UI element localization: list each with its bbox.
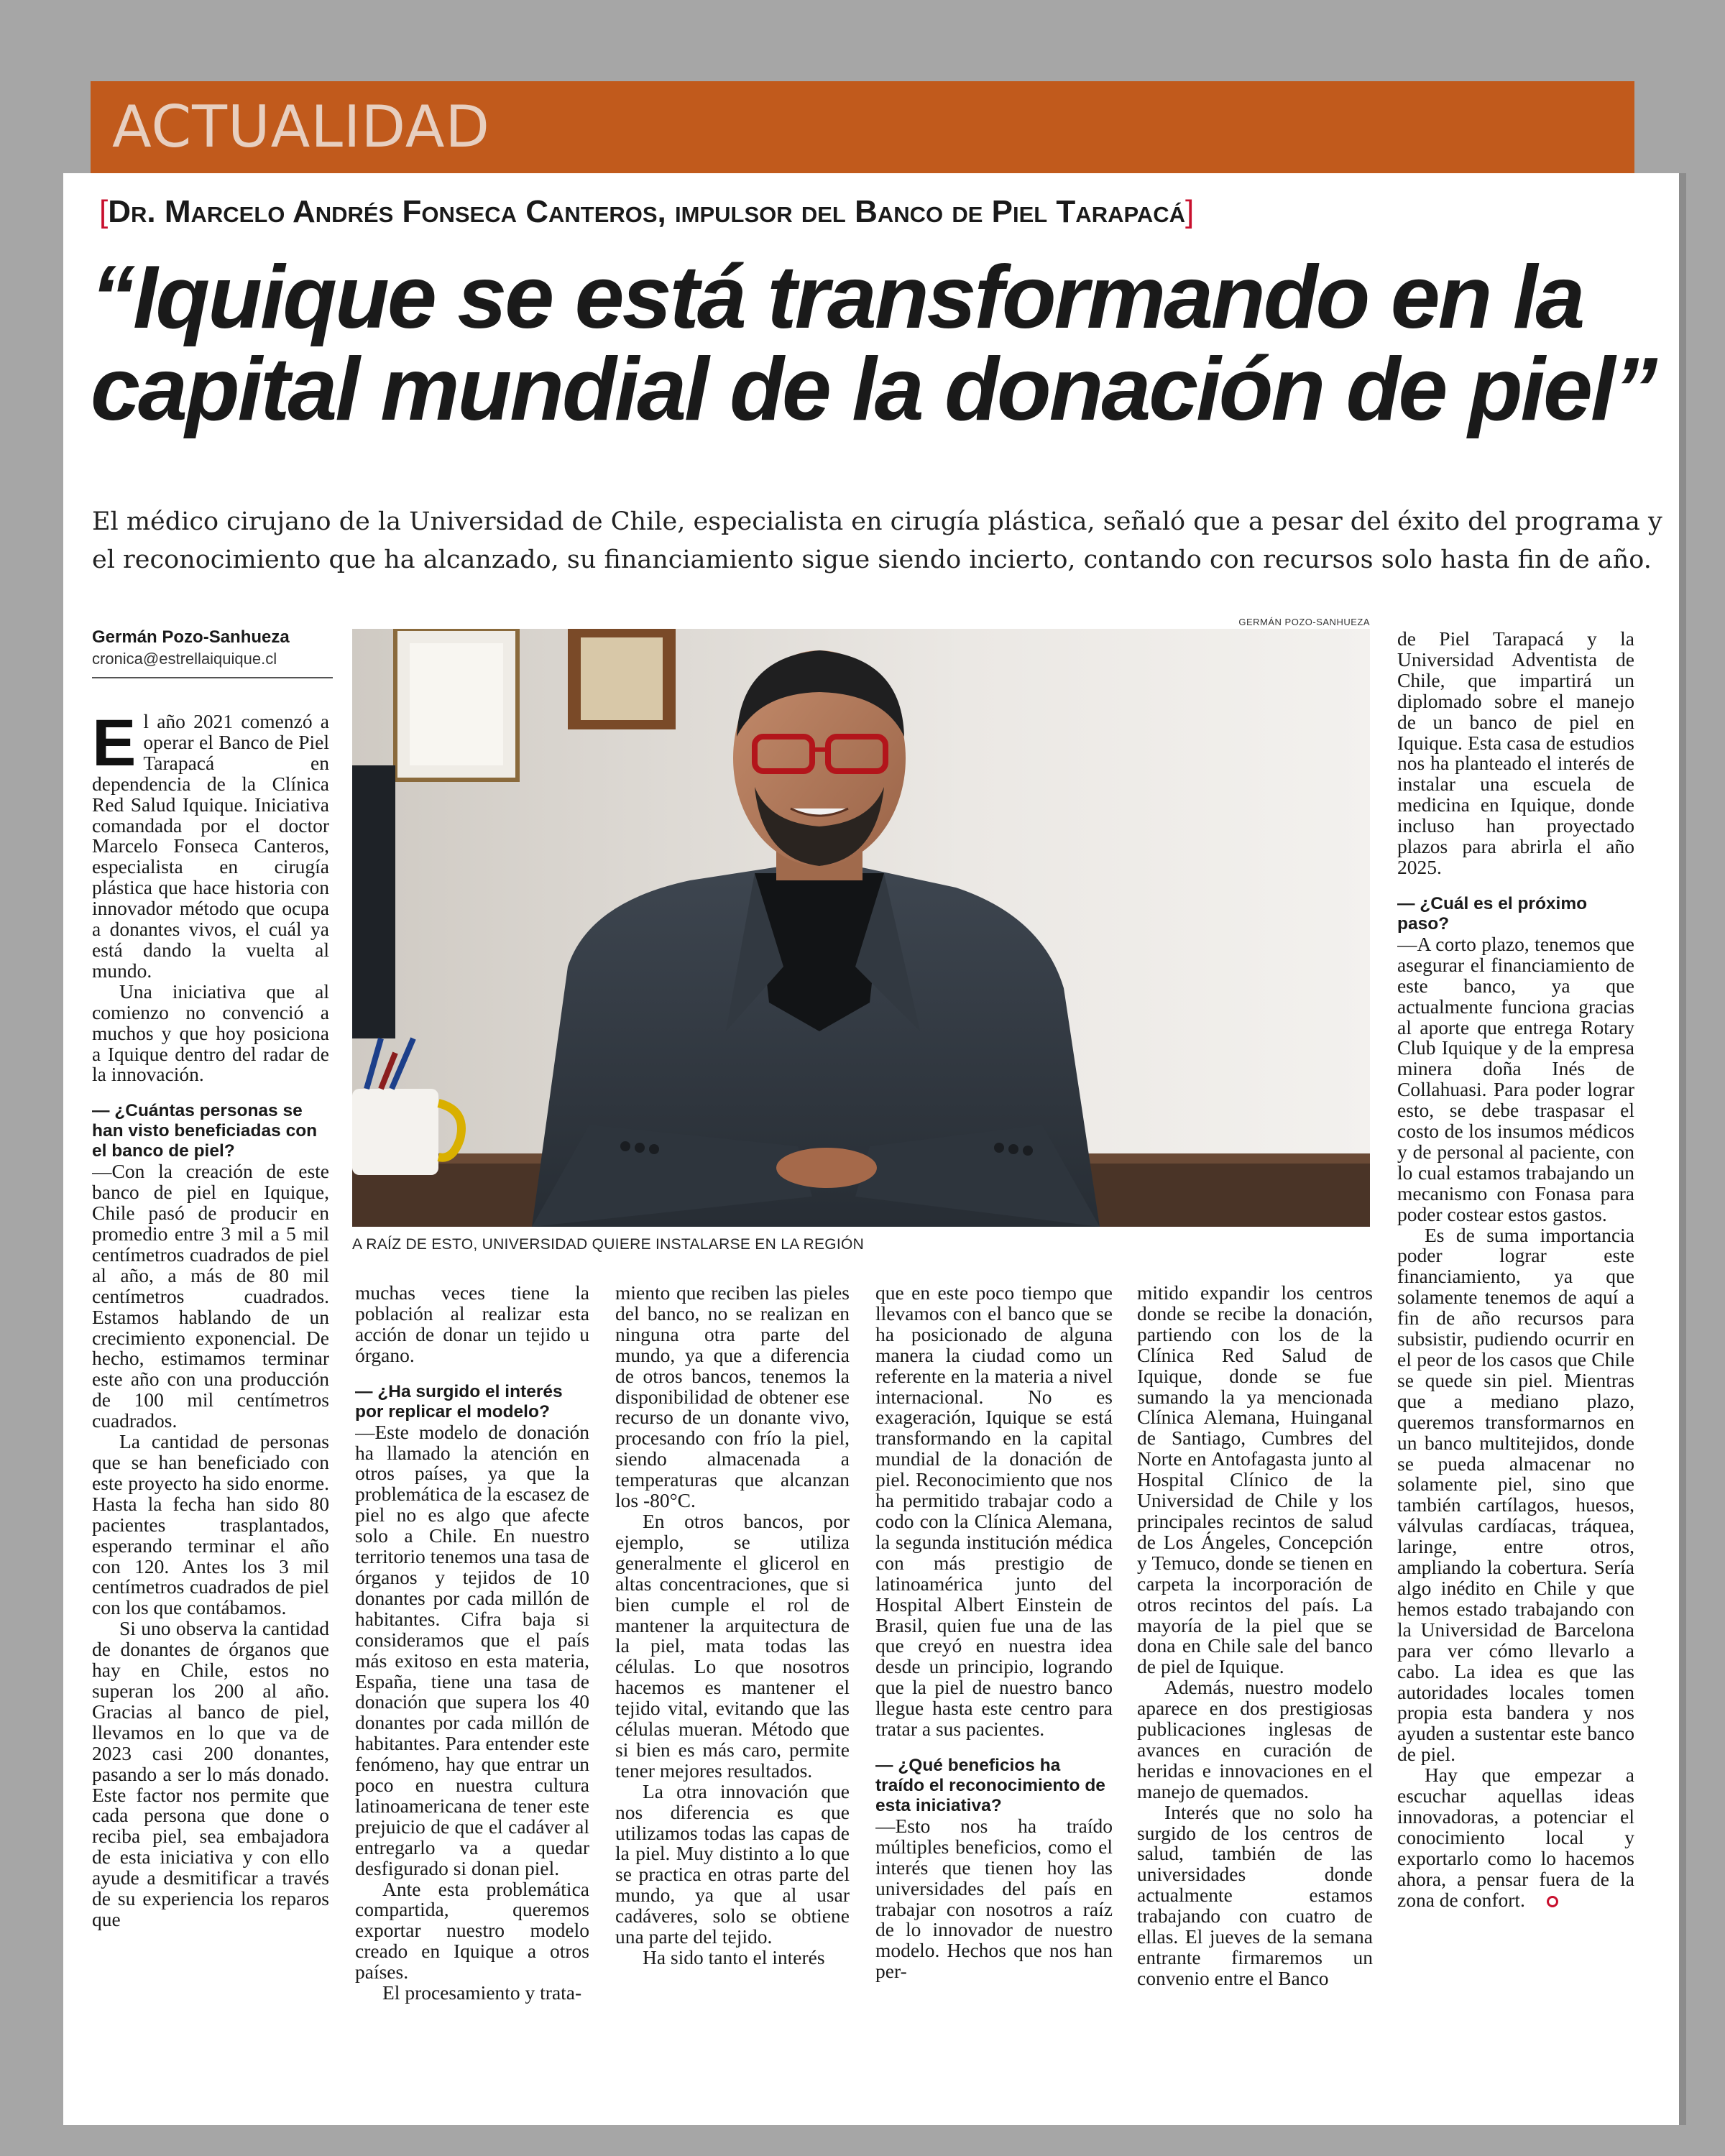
question-2: — ¿Ha surgido el interés por replicar el modelo? <box>355 1381 563 1422</box>
answer-4: —A corto plazo, tenemos que asegurar el financiamiento de este banco, ya que actualmente funciona gracias al aporte que entrega Rotary Club Iquique y de la empresa minera doña Inés de Collahuasi. Para poder lograr esto, se debe traspasar el costo de los insumos médicos y de personal al paciente, con lo cual estamos trabajando un mecanismo con Fonasa para poder costear estos gastos. <box>1397 932 1634 1225</box>
kicker <box>99 194 1194 230</box>
subheadline <box>92 503 1662 579</box>
headline-line-1: “Iquique se está transformando en la <box>91 248 1583 347</box>
section-banner <box>91 81 1634 173</box>
end-of-article-icon <box>1547 1896 1558 1907</box>
article-column-1 <box>92 711 329 2037</box>
article-column-5 <box>1137 1283 1373 2037</box>
answer-2: —Este modelo de donación ha llamado la atención en otros países, ya que la problemática de la escasez de piel no es algo que afecte solo a Chile. En nuestro territorio tenemos una tasa de órganos y tejidos de 10 donantes por cada millón de habitantes. Cifra baja si consideramos que el país más exitoso en esta materia, España, tiene una tasa de donación que supera los 40 donantes por cada millón de habitantes. Para entender este fenómeno, hay que entrar un poco en nuestra cultura latinoamericana de tener este prejuicio de que el cadáver al entregarlo va a quedar desfigurado si donan piel. <box>355 1420 589 1879</box>
paragraph: Interés que no solo ha surgido de los centros de salud, también de las universidades donde actualmente estamos trabajando con cuatro de ellas. El jueves de la semana entrante firmaremos un convenio entre el Banco <box>1137 1800 1373 1989</box>
article-column-6 <box>1397 629 1634 2037</box>
paragraph: El procesamiento y trata- <box>382 1981 582 2004</box>
article-column-2 <box>355 1283 589 2037</box>
subheadline-line-1: El médico cirujano de la Universidad de Chile, especialista en cirugía plástica, señaló que a pesar del éxito del programa y <box>92 507 1662 536</box>
author-email[interactable]: cronica@estrellaiquique.cl <box>92 650 277 668</box>
kicker-text: Dr. Marcelo Andrés Fonseca Canteros, impulsor del Banco de Piel Tarapacá <box>108 194 1186 229</box>
byline-rule <box>92 677 333 678</box>
paragraph: Ha sido tanto el interés <box>643 1946 825 1968</box>
lead-text: l año 2021 comenzó a operar el Banco de Piel Tarapacá en dependencia de la Clínica Red Salud Iquique. Iniciativa comandada por el doctor Marcelo Fonseca Canteros, especialista en cirugía plástica que hace historia con innovador método que ocupa a donantes vivos, el cuál ya está dando la vuelta al mundo. <box>92 711 329 982</box>
answer-1: —Con la creación de este banco de piel en Iquique, Chile pasó de producir en promedio entre 3 mil a 5 mil centímetros cuadrados de piel al año, a más de 80 mil centímetros cuadrados. Estamos hablando de un crecimiento exponencial. De hecho, estimamos terminar este año con una producción de 100 mil centímetros cuadrados. <box>92 1160 329 1432</box>
paragraph: Una iniciativa que al comienzo no convenció a muchos y que hoy posiciona a Iquique dentro del radar de la innovación. <box>92 980 329 1086</box>
question-1: — ¿Cuántas personas se han visto beneficiadas con el banco de piel? <box>92 1101 318 1161</box>
paragraph <box>1397 1765 1634 1910</box>
author-name: Germán Pozo-Sanhueza <box>92 627 290 647</box>
paragraph: de Piel Tarapacá y la Universidad Adventista de Chile, que impartirá un diplomado sobre el manejo de un banco de piel en Iquique. Esta casa de estudios nos ha planteado el interés de instalar una escuela de medicina en Iquique, donde incluso han proyectado plazos para abrirla el año 2025. <box>1397 629 1634 878</box>
question-3: — ¿Qué beneficios ha traído el reconocimiento de esta iniciativa? <box>875 1755 1105 1815</box>
answer-3: —Esto nos ha traído múltiples beneficios, como el interés que tienen hoy las universidades del país en trabajar con nosotros a raíz de lo innovador de nuestro modelo. Hechos que nos han per- <box>875 1814 1113 1983</box>
article-column-3 <box>615 1283 850 2037</box>
drop-cap: E <box>92 711 137 780</box>
photo-credit: GERMÁN POZO-SANHUEZA <box>1238 617 1370 627</box>
paragraph: Es de suma importancia poder lograr este financiamiento, ya que solamente tenemos de aquí a fin de año recursos para subsistir, pudiendo ocurrir en el peor de los casos que Chile se quede sin piel. Mientras que a mediano plazo, queremos transformarnos en un banco multitejidos, donde se pueda almacenar no solamente piel, sino que también cartílagos, huesos, válvulas cardíacas, tráquea, laringe, entre otros, ampliando la cobertura. Sería algo inédito en Chile y que hemos estado trabajando con la Universidad de Barcelona para ver cómo llevarlo a cabo. La idea es que las autoridades locales tomen propia esta bandera y nos ayuden a sustentar este banco de piel. <box>1397 1223 1634 1766</box>
kicker-bracket-open: [ <box>99 194 109 229</box>
question-4: — ¿Cuál es el próximo paso? <box>1397 893 1588 934</box>
page-shadow <box>1679 173 1686 2125</box>
paragraph: Ante esta problemática compartida, queremos exportar nuestro modelo creado en Iquique a otros países. <box>355 1877 589 1984</box>
photo-caption: A RAÍZ DE ESTO, UNIVERSIDAD QUIERE INSTALARSE EN LA REGIÓN <box>352 1236 865 1253</box>
section-title: ACTUALIDAD <box>112 93 491 160</box>
byline <box>92 627 308 670</box>
kicker-bracket-close: ] <box>1185 194 1195 229</box>
closing-text: Hay que empezar a escuchar aquellas ideas innovadoras, a potenciar el conocimiento local y exportarlo como lo hacemos ahora, a pensar fuera de la zona de confort. <box>1397 1764 1634 1911</box>
paragraph: Además, nuestro modelo aparece en dos prestigiosas publicaciones inglesas de avances en curación de heridas e innovaciones en el manejo de quemados. <box>1137 1676 1373 1802</box>
paragraph: Si uno observa la cantidad de donantes de órganos que hay en Chile, estos no superan los 200 al año. Gracias al banco de piel, llevamos en lo que va de 2023 casi 200 donantes, pasando a ser lo más donado. Este factor nos permite que cada persona que done o reciba piel, sea embajadora de esta iniciativa y con ello ayude a desmitificar a través de su experiencia los reparos que <box>92 1617 329 1930</box>
headline <box>91 248 1656 439</box>
paragraph: La cantidad de personas que se han beneficiado con este proyecto ha sido enorme. Hasta la fecha han sido 80 pacientes trasplantados, esperando terminar el año con 120. Antes los 3 mil centímetros cuadrados de piel con los que contábamos. <box>92 1430 329 1619</box>
portrait-photo <box>352 629 1370 1227</box>
article-column-4 <box>875 1283 1113 2037</box>
paragraph: muchas veces tiene la población al realizar esta acción de donar un tejido u órgano. <box>355 1283 589 1366</box>
paragraph: que en este poco tiempo que llevamos con el banco que se ha posicionado de alguna manera la ciudad como un referente en la materia a nivel internacional. No es exageración, Iquique se está transformando en la capital mundial de la donación de piel. Reconocimiento que nos ha permitido trabajar codo a codo con la Clínica Alemana, la segunda institución médica con más prestigio de latinoamérica junto del Hospital Albert Einstein de Brasil, quien fue una de las que creyó en nuestra idea desde un principio, logrando que la piel de nuestro banco llegue hasta este centro para tratar a sus pacientes. <box>875 1283 1113 1741</box>
paragraph: La otra innovación que nos diferencia es que utilizamos todas las capas de la piel. Muy distinto a lo que se practica en otras parte del mundo, ya que al usar cadáveres, solo se obtiene una parte del tejido. <box>615 1779 850 1948</box>
lead-paragraph <box>92 711 329 982</box>
portrait-illustration <box>352 629 1370 1227</box>
paragraph: En otros bancos, por ejemplo, se utiliza generalmente el glicerol en altas concentraciones, que si bien cumple el rol de mantener la arquitectura de la piel, mata todas las células. Lo que nosotros hacemos es mantener el tejido vital, evitando que las células mueran. Método que si bien es más caro, permite tener mejores resultados. <box>615 1509 850 1782</box>
subheadline-line-2: el reconocimiento que ha alcanzado, su financiamiento sigue siendo incierto, contando con recursos solo hasta fin de año. <box>92 545 1652 574</box>
paragraph: miento que reciben las pieles del banco, no se realizan en ninguna otra parte del mundo, ya que a diferencia de otros bancos, tenemos la disponibilidad de obtener ese recurso de un donante vivo, procesando con frío la piel, siendo almacenada a temperaturas que alcanzan los -80°C. <box>615 1283 850 1512</box>
headline-line-2: capital mundial de la donación de piel” <box>91 340 1656 439</box>
paragraph: mitido expandir los centros donde se recibe la donación, partiendo con los de la Clínica Red Salud de Iquique, donde se fue sumando la ya mencionada Clínica Alemana, Huinganal de Santiago, Cumbres del Norte en Antofagasta junto al Hospital Clínico de la Universidad de Chile y los principales recintos de salud de Los Ángeles, Concepción y Temuco, donde se tienen en carpeta la incorporación de otros recintos del país. La mayoría de la piel que se dona en Chile sale del banco de piel de Iquique. <box>1137 1283 1373 1678</box>
